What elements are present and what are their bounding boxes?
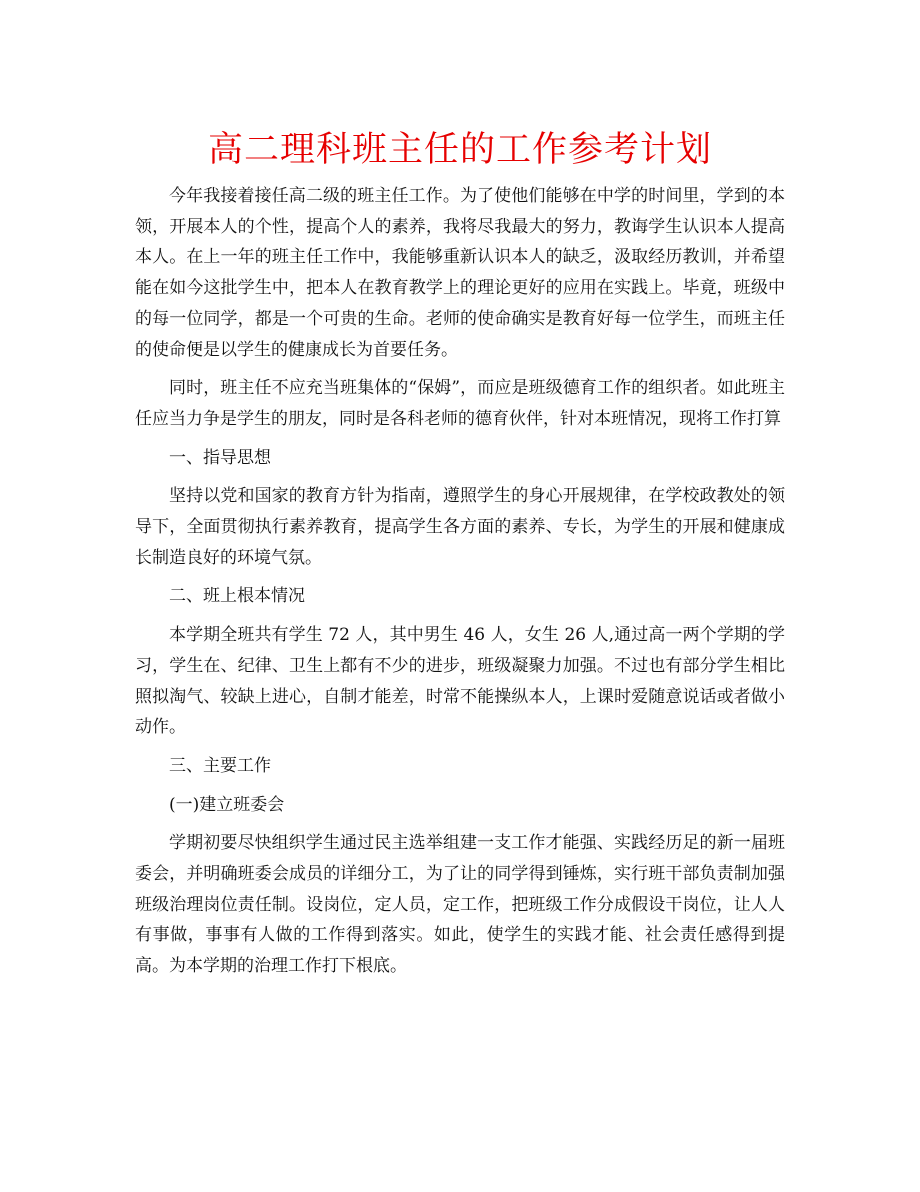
section-heading-guiding-ideology: 一、指导思想 [169,447,271,468]
section-text-guiding-ideology: 坚持以党和国家的教育方针为指南，遵照学生的身心开展规律，在学校政教处的领导下，全面贯彻执行素养教育，提高学生各方面的素养、专长，为学生的开展和健康成长制造良好的环境气氛。 [135,486,785,568]
section-heading-main-work: 三、主要工作 [169,755,271,776]
intro-paragraph-1: 今年我接着接任高二级的班主任工作。为了使他们能够在中学的时间里，学到的本领，开展本人的个性，提高个人的素养，我将尽我最大的努力，教诲学生认识本人提高本人。在上一年的班主任工作中，我能够重新认识本人的缺乏，汲取经历教训，并希望能在如今这批学生中，把本人在教育教学上的理论更好的应用在实践上。毕竟，班级中的每一位同学，都是一个可贵的生命。老师的使命确实是教育好每一位学生，而班主任的使命便是以学生的健康成长为首要任务。 [135,186,785,360]
subsection-text-class-committee: 学期初要尽快组织学生通过民主选举组建一支工作才能强、实践经历足的新一届班委会，并明确班委会成员的详细分工，为了让的同学得到锤炼，实行班干部负责制加强班级治理岗位责任制。设岗位，定人员，定工作，把班级工作分成假设干岗位，让人人有事做，事事有人做的工作得到落实。如此，使学生的实践才能、社会责任感得到提高。为本学期的治理工作打下根底。 [135,833,785,977]
document-title: 高二理科班主任的工作参考计划 [207,130,712,170]
document-body [135,181,785,982]
subsection-heading-class-committee: (一)建立班委会 [169,794,285,815]
intro-paragraph-2: 同时，班主任不应充当班集体的“保姆”，而应是班级德育工作的组织者。如此班主任应当力争是学生的朋友，同时是各科老师的德育伙伴，针对本班情况，现将工作打算 [135,378,785,429]
section-text-class-situation: 本学期全班共有学生 72 人，其中男生 46 人，女生 26 人,通过高一两个学期的学习，学生在、纪律、卫生上都有不少的进步，班级凝聚力加强。不过也有部分学生相比照拟淘气、较缺上进心，自制才能差，时常不能操纵本人，上课时爱随意说话或者做小动作。 [135,625,785,738]
section-heading-class-situation: 二、班上根本情况 [169,586,305,607]
